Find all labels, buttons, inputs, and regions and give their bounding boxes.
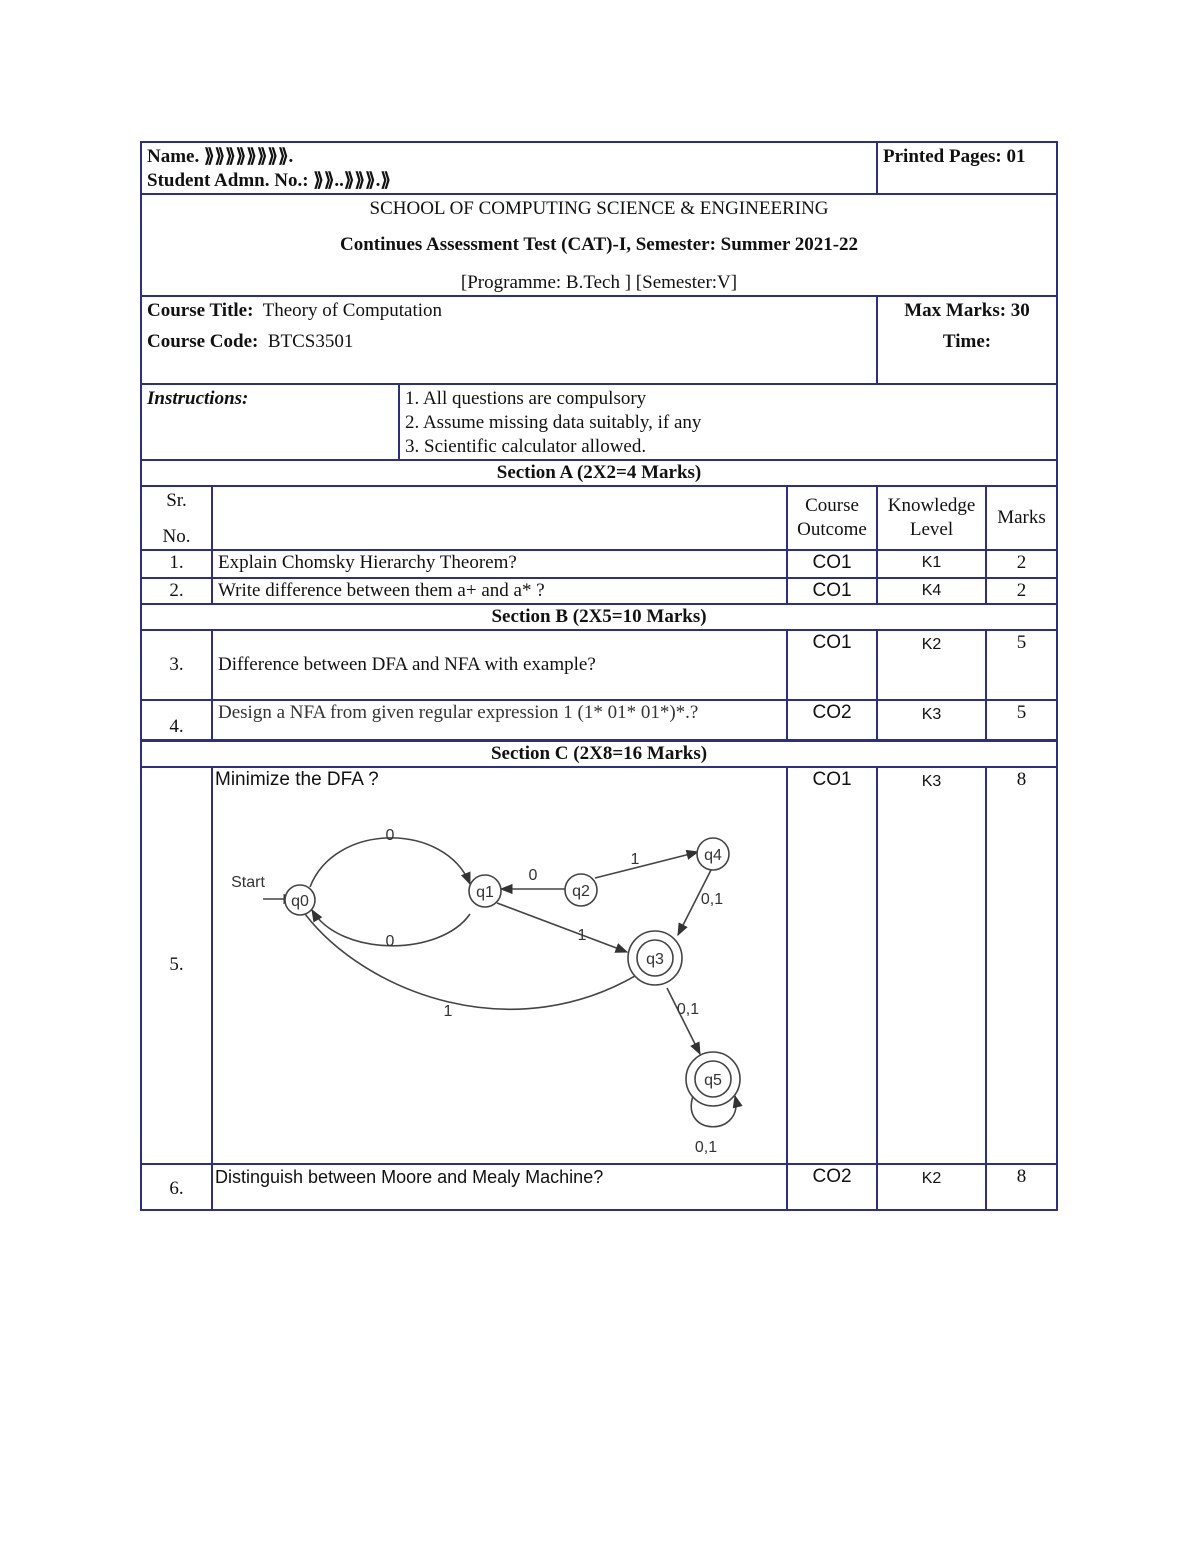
exam-heading [141, 194, 1057, 296]
table-row [141, 1164, 1057, 1210]
table-row [141, 630, 1057, 700]
section-a-title: Section A (2X2=4 Marks) [141, 460, 1057, 486]
marks: 8 [986, 767, 1057, 1164]
course-title-value: Theory of Computation [262, 300, 443, 321]
instruction-item: 1. All questions are compulsory [405, 388, 647, 409]
edge-label: 1 [630, 850, 640, 868]
state-label: q3 [646, 950, 664, 968]
course-title-label: Course Title: [147, 300, 254, 321]
marks-header: Marks [986, 486, 1057, 550]
state-label: q1 [476, 883, 494, 901]
edge-label: 0,1 [700, 890, 724, 908]
table-row [141, 550, 1057, 578]
edge-label: 0 [385, 932, 395, 950]
marks-time [877, 296, 1057, 384]
course-outcome: CO2 [787, 700, 877, 740]
question-text: Difference between DFA and NFA with example? [212, 630, 787, 700]
marks: 8 [986, 1164, 1057, 1210]
school-name: SCHOOL OF COMPUTING SCIENCE & ENGINEERING [369, 198, 829, 219]
name-field: Name. ⟫⟫⟫⟫⟫⟫⟫⟫. [147, 146, 294, 167]
marks: 5 [986, 700, 1057, 740]
question-number: 5. [141, 767, 212, 1164]
instructions-label: Instructions: [141, 384, 399, 460]
question-text: Minimize the DFA ? [215, 768, 379, 790]
course-code-value: BTCS3501 [267, 331, 354, 352]
exam-sheet [140, 141, 1056, 1211]
question-text: Design a NFA from given regular expression 1 (1* 01* 01*)*.? [212, 700, 787, 740]
question-number: 1. [141, 550, 212, 578]
question-number: 4. [141, 700, 212, 740]
question-number: 2. [141, 578, 212, 604]
edge-q2-q4 [595, 852, 698, 878]
course-outcome: CO1 [787, 630, 877, 700]
printed-pages: Printed Pages: 01 [877, 142, 1057, 194]
course-outcome: CO1 [787, 578, 877, 604]
question-number: 3. [141, 630, 212, 700]
marks: 2 [986, 550, 1057, 578]
knowledge-level: K2 [877, 630, 986, 700]
edge-label: 1 [577, 926, 587, 944]
question-text: Distinguish between Moore and Mealy Machine? [212, 1164, 787, 1210]
instructions-list [399, 384, 1057, 460]
time-label: Time: [942, 331, 992, 352]
question-text: Write difference between them a+ and a* ? [212, 578, 787, 604]
course-outcome: CO1 [787, 550, 877, 578]
start-label: Start [231, 873, 265, 891]
edge-q1-q0-top [310, 837, 470, 886]
edge-q1-q3 [497, 903, 627, 952]
course-info [141, 296, 877, 384]
edge-label: 0 [528, 866, 538, 884]
knowledge-level: K3 [877, 767, 986, 1164]
dfa-diagram [215, 792, 775, 1162]
course-code-label: Course Code: [147, 331, 259, 352]
programme-semester: [Programme: B.Tech ] [Semester:V] [460, 272, 738, 293]
course-outcome-header: Course Outcome [787, 486, 877, 550]
state-label: q5 [704, 1071, 722, 1089]
question-header [212, 486, 787, 550]
sr-no-header: Sr. No. [141, 486, 212, 550]
exam-table [140, 141, 1058, 1211]
marks: 5 [986, 630, 1057, 700]
question-text: Explain Chomsky Hierarchy Theorem? [212, 550, 787, 578]
student-info [141, 142, 877, 194]
knowledge-level: K1 [877, 550, 986, 578]
edge-label: 0,1 [694, 1138, 718, 1156]
edge-label: 0 [385, 826, 395, 844]
table-row [141, 578, 1057, 604]
course-outcome: CO2 [787, 1164, 877, 1210]
edge-label: 1 [443, 1002, 453, 1020]
knowledge-level-header: Knowledge Level [877, 486, 986, 550]
knowledge-level: K2 [877, 1164, 986, 1210]
knowledge-level: K3 [877, 700, 986, 740]
state-label: q4 [704, 846, 722, 864]
test-title: Continues Assessment Test (CAT)-I, Semester: Summer 2021-22 [339, 234, 859, 255]
course-outcome: CO1 [787, 767, 877, 1164]
state-label: q0 [291, 892, 309, 910]
admission-number-field: Student Admn. No.: ⟫⟫..⟫⟫⟫.⟫ [147, 170, 391, 191]
section-b-title: Section B (2X5=10 Marks) [141, 604, 1057, 630]
state-label: q2 [572, 882, 590, 900]
edge-q0-q3 [305, 914, 645, 1009]
question-number: 6. [141, 1164, 212, 1210]
section-c-title: Section C (2X8=16 Marks) [141, 740, 1057, 767]
question-cell [212, 767, 787, 1164]
marks: 2 [986, 578, 1057, 604]
table-row [141, 767, 1057, 1164]
edge-q3-q5 [667, 988, 700, 1054]
table-row [141, 700, 1057, 740]
knowledge-level: K4 [877, 578, 986, 604]
instruction-item: 3. Scientific calculator allowed. [405, 436, 647, 457]
instruction-item: 2. Assume missing data suitably, if any [405, 412, 702, 433]
max-marks: Max Marks: 30 [904, 300, 1030, 321]
edge-label: 0,1 [676, 1000, 700, 1018]
